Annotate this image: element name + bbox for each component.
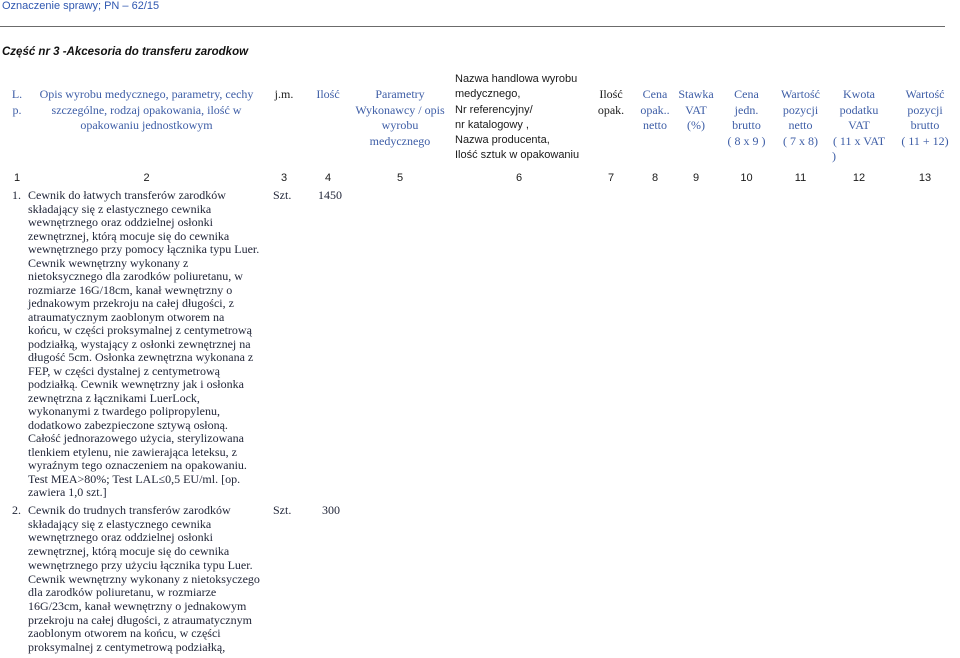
text-line: medycznego — [369, 133, 431, 148]
text-line: Cewnik do łatwych transferów zarodków — [28, 188, 226, 202]
header-vat-amount — [828, 87, 890, 165]
text-line: j.m. — [274, 87, 294, 101]
text-line: Stawka — [678, 87, 714, 101]
quantity: 1450 — [318, 188, 342, 202]
text-line: Ilość sztuk w opakowaniu — [455, 149, 580, 162]
column-number: 7 — [607, 172, 615, 184]
text-line: zewnętrzna z łącznikami LuerLock, — [28, 390, 200, 405]
text-line: składający się z elastycznego cewnika — [28, 516, 212, 531]
text-line: opak.. — [640, 102, 670, 117]
text-line: L. — [11, 87, 23, 101]
text-line: VAT — [848, 118, 870, 132]
unit-of-measure: Szt. — [273, 188, 292, 202]
item-description — [28, 189, 259, 500]
row-number: 2. — [12, 503, 21, 517]
text-line: ( 8 x 9 ) — [727, 133, 766, 148]
text-line: brutto — [732, 118, 761, 132]
quantity: 300 — [322, 503, 340, 517]
text-line: Cena — [734, 87, 759, 101]
text-line: netto — [788, 118, 813, 132]
text-line: pozycji — [907, 102, 943, 117]
column-number: 3 — [280, 172, 288, 184]
text-line: 16G/23cm, kanał wewnętrzny o jednakowym — [28, 598, 247, 613]
column-number: 1 — [13, 172, 21, 184]
case-reference: Oznaczenie sprawy; PN – 62/15 — [2, 0, 160, 12]
text-line: Nazwa handlowa wyrobu — [455, 73, 578, 85]
text-line: przekroju na całej długości, z atraumatycznym — [28, 612, 252, 627]
header-rule — [0, 26, 945, 27]
text-line: podatku — [839, 102, 879, 117]
text-line: opak. — [597, 102, 625, 117]
column-number: 6 — [515, 172, 523, 184]
text-line: Cewnik wewnętrzny wykonany z nietoksyczego — [28, 571, 260, 586]
header-unit — [265, 87, 303, 103]
section-title: Część nr 3 -Akcesoria do transferu zarodkow — [2, 46, 249, 58]
header-lp — [5, 87, 29, 118]
text-line: wewnętrznego przy pomocy łącznika typu Luer. — [28, 242, 260, 256]
text-line: Cewnik wewnętrzny wykonany z — [28, 255, 189, 270]
text-line: wewnętrznego przy użyciu łącznika typu Luer. — [28, 557, 253, 572]
text-line: atraumatycznym zaoblonym otworem na — [28, 309, 225, 324]
text-line: wewnętrznego oraz oddzielnej osłonki — [28, 215, 213, 229]
text-line: brutto — [910, 118, 940, 132]
unit-of-measure: Szt. — [273, 503, 292, 517]
text-line: wykonanymi z twardego polipropylenu, — [28, 404, 220, 418]
header-gross-unit-price — [720, 87, 773, 149]
text-line: długość 5cm. Osłonka zewnętrzna wykonana z — [28, 350, 254, 364]
text-line: Całość jednorazowego użycia, sterylizowana — [28, 431, 244, 445]
text-line: FEP, w części dystalnej z centymetrową — [28, 363, 220, 378]
text-line: wewnętrznego oraz oddzielnej osłonki — [28, 530, 213, 545]
column-number: 8 — [651, 172, 659, 184]
text-line: ( 7 x 8) — [783, 133, 818, 148]
text-line: podziałką. Cewnik wewnętrzny jak i osłonka — [28, 377, 244, 391]
text-line: Cena — [642, 87, 668, 101]
text-line: opakowaniu jednostkowym — [80, 118, 213, 132]
text-line: Ilość — [316, 87, 340, 101]
text-line: nietoksycznego dla zarodków poliuretanu, w — [28, 269, 243, 283]
text-line: Ilość — [599, 87, 623, 101]
text-line: ( 11 x VAT — [832, 133, 886, 148]
column-number: 4 — [324, 172, 332, 184]
column-number: 9 — [692, 172, 700, 184]
text-line: nr katalogowy , — [455, 118, 529, 131]
column-number: 2 — [143, 172, 150, 184]
text-line: dla zarodków poliuretanu, w rozmiarze — [28, 585, 217, 600]
column-number: 5 — [396, 172, 404, 184]
header-description — [28, 87, 265, 134]
header-contractor-params — [345, 87, 455, 149]
column-number: 11 — [794, 172, 807, 184]
text-line: Cewnik do trudnych transferów zarodków — [28, 503, 231, 517]
text-line: Kwota — [843, 87, 875, 101]
text-line: wyraźnym tego oznaczeniem na opakowaniu. — [28, 458, 247, 472]
text-line: podziałką, wystający z osłonki zewnętrznej na — [28, 336, 251, 351]
header-net-value — [773, 87, 828, 149]
text-line: zaoblonym otworem na końcu, w części — [28, 626, 221, 641]
text-line: ) — [832, 149, 836, 163]
text-line: Wykonawcy / opis — [355, 102, 445, 117]
text-line: Wartość — [905, 87, 945, 101]
text-line: proksymalnej z centymetrową podziałką, — [28, 640, 226, 655]
row-number: 1. — [12, 188, 21, 202]
text-line: zewnętrznej, którą mocuje się do cewnika — [28, 228, 230, 243]
header-gross-value — [892, 87, 958, 149]
text-line: zewnętrznej, którą mocuje się do cewnika — [28, 544, 230, 559]
text-line: wyrobu — [381, 118, 419, 132]
text-line: Parametry — [375, 87, 425, 101]
text-line: VAT — [685, 102, 707, 117]
text-line: Nr referencyjny/ — [455, 103, 533, 116]
text-line: składający się z elastycznego cewnika — [28, 201, 212, 216]
text-line: szczególne, rodzaj opakowania, ilość w — [51, 102, 242, 117]
text-line: rozmiarze 16G/18cm, kanał wewnętrzny o — [28, 282, 233, 297]
text-line: Wartość — [780, 87, 821, 101]
text-line: p. — [12, 102, 22, 117]
text-line: jedn. — [734, 102, 759, 117]
text-line: Opis wyrobu medycznego, parametry, cechy — [39, 87, 254, 101]
text-line: jednakowym przekroju na całej długości, z — [28, 296, 234, 310]
text-line: końcu, w części proksymalnej z centymetrową — [28, 323, 252, 337]
text-line: tlenkiem etylenu, nie zawierająca leteksu, z — [28, 444, 237, 459]
text-line: Nazwa producenta, — [455, 134, 550, 147]
text-line: netto — [643, 118, 667, 132]
text-line: Test MEA>80%; Test LAL≤0,5 EU/ml. [op. — [28, 471, 241, 486]
column-number: 10 — [740, 172, 753, 184]
text-line: pozycji — [782, 102, 819, 117]
column-number: 13 — [918, 172, 932, 184]
text-line: ( 11 + 12) — [901, 133, 949, 148]
column-number: 12 — [852, 172, 866, 184]
header-package-count — [585, 87, 637, 118]
header-net-package-price — [637, 87, 673, 134]
text-line: zawiera 1,0 szt.] — [28, 485, 107, 499]
text-line: medycznego, — [455, 88, 521, 101]
text-line: dodatkowo zabezpieczone sztywą osłoną. — [28, 417, 228, 432]
header-trade-name — [453, 72, 587, 164]
item-description — [28, 504, 260, 655]
text-line: (%) — [687, 118, 705, 132]
header-vat-rate — [672, 87, 720, 134]
